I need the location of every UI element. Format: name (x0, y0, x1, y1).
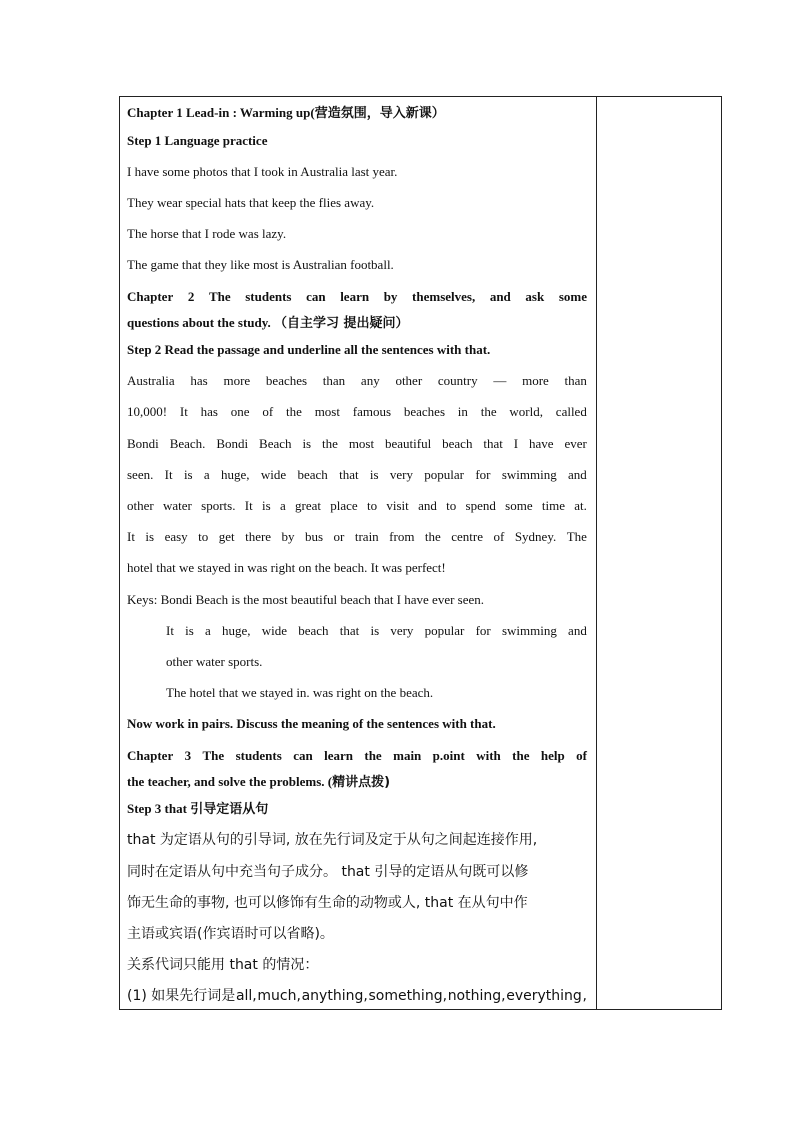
word: nothing, (447, 988, 506, 1004)
word: can (293, 748, 313, 763)
word: other (127, 498, 154, 513)
chapter3-heading-line2 (127, 773, 390, 792)
word: one (230, 404, 250, 419)
word: train (354, 529, 379, 544)
keys-line-4: The hotel that we stayed in. was right on the beach. (166, 685, 434, 700)
word: is (183, 467, 193, 482)
word: the (322, 436, 338, 451)
word: for (475, 467, 491, 482)
chapter3-heading-en: the teacher, and solve the problems. ( (127, 774, 333, 789)
word: other (395, 373, 423, 388)
word: to (446, 498, 457, 513)
keys-line-3: other water sports. (166, 654, 263, 669)
keys-line: Keys: Bondi Beach is the most beautiful beach that I have ever seen. (127, 592, 485, 607)
word: the (424, 529, 441, 544)
word: It (244, 498, 253, 513)
step1-heading: Step 1 Language practice (127, 133, 268, 148)
lesson-plan-table (119, 96, 722, 1010)
word: swimming (501, 467, 557, 482)
word: there (245, 529, 272, 544)
word: of (493, 529, 505, 544)
word: 3 (184, 748, 192, 763)
word: themselves, (412, 289, 476, 304)
step3-heading-en: Step 3 that (127, 801, 191, 816)
word: The (566, 529, 587, 544)
step1-sentence: I have some photos that I took in Australia last year. (127, 164, 398, 179)
passage-line (127, 372, 587, 390)
word: beach (297, 467, 328, 482)
chapter2-heading-line1 (127, 288, 587, 306)
word: can (306, 289, 326, 304)
word: is (185, 623, 194, 638)
word: beach (442, 436, 473, 451)
word: some (505, 498, 533, 513)
word: something, (368, 988, 448, 1004)
word: spend (465, 498, 496, 513)
passage-line (127, 466, 587, 484)
word: has (200, 404, 218, 419)
word: at. (574, 498, 587, 513)
step3-heading (127, 800, 268, 819)
word: Beach (259, 436, 292, 451)
word: is (261, 498, 271, 513)
word: the (286, 404, 302, 419)
word: popular (424, 623, 465, 638)
word: of (576, 748, 587, 763)
word: all, (235, 988, 257, 1004)
word: p.oint (432, 748, 465, 763)
word: bus (305, 529, 324, 544)
step1-sentence: The game that they like most is Australian football. (127, 257, 394, 272)
word: that (339, 467, 359, 482)
word: wide (261, 623, 288, 638)
step3-heading-cn: 引导定语从句 (190, 802, 269, 817)
word: the (364, 748, 382, 763)
word: and (568, 467, 587, 482)
word: more (223, 373, 251, 388)
word: students (245, 289, 292, 304)
word: place (330, 498, 358, 513)
word: is (145, 529, 155, 544)
word: most (348, 436, 375, 451)
word: in (457, 404, 468, 419)
notes-column (597, 97, 721, 1009)
word: from (389, 529, 415, 544)
word: learn (324, 748, 353, 763)
passage-line (127, 497, 587, 515)
word: beach (298, 623, 329, 638)
rule1-line (127, 987, 587, 1005)
word: is (302, 436, 312, 451)
word: that (339, 623, 360, 638)
word: popular (424, 467, 465, 482)
word: by (281, 529, 295, 544)
grammar-line: 饰无生命的事物, 也可以修饰有生命的动物或人, that 在从句中作 (127, 895, 528, 911)
word: anything, (301, 988, 368, 1004)
grammar-line: 同时在定语从句中充当句子成分。 that 引导的定语从句既可以修 (127, 864, 529, 880)
chapter3-heading-line1 (127, 747, 587, 765)
word: time (541, 498, 565, 513)
word: beautiful (385, 436, 432, 451)
word: Australia (127, 373, 175, 388)
chapter1-heading (127, 104, 445, 123)
word: famous (352, 404, 392, 419)
chapter2-heading-cn: （自主学习 提出疑问） (274, 316, 409, 331)
word: or (333, 529, 345, 544)
word: beaches (265, 373, 308, 388)
word: than (322, 373, 346, 388)
word: The (202, 748, 225, 763)
word: ever (564, 436, 587, 451)
word: to (366, 498, 378, 513)
word: is (369, 467, 379, 482)
word: Bondi (127, 436, 159, 451)
word: It (179, 404, 188, 419)
word: a (203, 467, 210, 482)
word: and (418, 498, 437, 513)
grammar-line: 关系代词只能用 that 的情况： (127, 957, 319, 973)
word: most (314, 404, 340, 419)
word: main (393, 748, 422, 763)
word: and (568, 623, 587, 638)
word: have (529, 436, 554, 451)
step2-heading: Step 2 Read the passage and underline all the sentences with that. (127, 342, 491, 357)
word: learn (340, 289, 370, 304)
word: visit (386, 498, 409, 513)
word: , (582, 988, 587, 1004)
grammar-line: 主语或宾语(作宾语时可以省略)。 (127, 926, 334, 942)
word: Sydney. (514, 529, 557, 544)
word: seen. (127, 467, 154, 482)
word: and (489, 289, 511, 304)
word: centre (451, 529, 484, 544)
word: 10,000! (127, 404, 168, 419)
word: It (127, 529, 135, 544)
word: easy (164, 529, 188, 544)
chapter1-heading-en: Chapter 1 Lead-in : Warming up( (127, 105, 315, 120)
keys-line-2 (166, 622, 587, 640)
word: than (564, 373, 587, 388)
word: world, (509, 404, 543, 419)
grammar-line: that 为定语从句的引导词, 放在先行词及定于从句之间起连接作用, (127, 832, 538, 848)
word: Bondi (216, 436, 249, 451)
word: that (483, 436, 503, 451)
word: students (235, 748, 282, 763)
word: for (475, 623, 491, 638)
word: water (163, 498, 192, 513)
word: (1) 如果先行词是 (127, 988, 236, 1004)
word: a (205, 623, 211, 638)
word: very (390, 623, 414, 638)
word: 2 (187, 289, 195, 304)
word: a (279, 498, 286, 513)
chapter1-heading-cn: 营造氛围，导入新课） (314, 106, 445, 121)
word: huge, (222, 623, 251, 638)
word: beaches (403, 404, 445, 419)
word: wide (260, 467, 287, 482)
passage-last-line: hotel that we stayed in was right on the beach. It was perfect! (127, 560, 446, 575)
word: Chapter (127, 289, 174, 304)
word: very (389, 467, 413, 482)
passage-line (127, 528, 587, 546)
word: Beach. (169, 436, 206, 451)
word: country (437, 373, 478, 388)
word: swimming (501, 623, 557, 638)
word: much, (257, 988, 301, 1004)
passage-line (127, 403, 587, 421)
word: some (558, 289, 587, 304)
chapter3-heading-cn: 精讲点拨) (332, 775, 391, 790)
pair-work-instruction: Now work in pairs. Discuss the meaning of the sentences with that. (127, 716, 496, 731)
word: help (540, 748, 565, 763)
step1-sentence: The horse that I rode was lazy. (127, 226, 287, 241)
word: the (512, 748, 530, 763)
chapter2-heading-en: questions about the study. (127, 315, 275, 330)
chapter2-heading-line2 (127, 314, 409, 333)
word: It (166, 623, 174, 638)
word: the (480, 404, 497, 419)
word: any (360, 373, 380, 388)
word: It (164, 467, 173, 482)
word: get (218, 529, 235, 544)
word: with (476, 748, 501, 763)
word: to (198, 529, 209, 544)
word: by (383, 289, 398, 304)
word: huge, (221, 467, 250, 482)
word: called (555, 404, 587, 419)
word: everything (506, 988, 582, 1004)
word: is (370, 623, 380, 638)
word: The (208, 289, 231, 304)
word: has (190, 373, 208, 388)
word: great (295, 498, 321, 513)
word: Chapter (127, 748, 174, 763)
passage-line (127, 435, 587, 453)
word: of (262, 404, 274, 419)
word: more (522, 373, 549, 388)
word: ask (525, 289, 545, 304)
word: — (493, 373, 507, 388)
word: sports. (201, 498, 236, 513)
word: I (513, 436, 519, 451)
step1-sentence: They wear special hats that keep the flies away. (127, 195, 375, 210)
